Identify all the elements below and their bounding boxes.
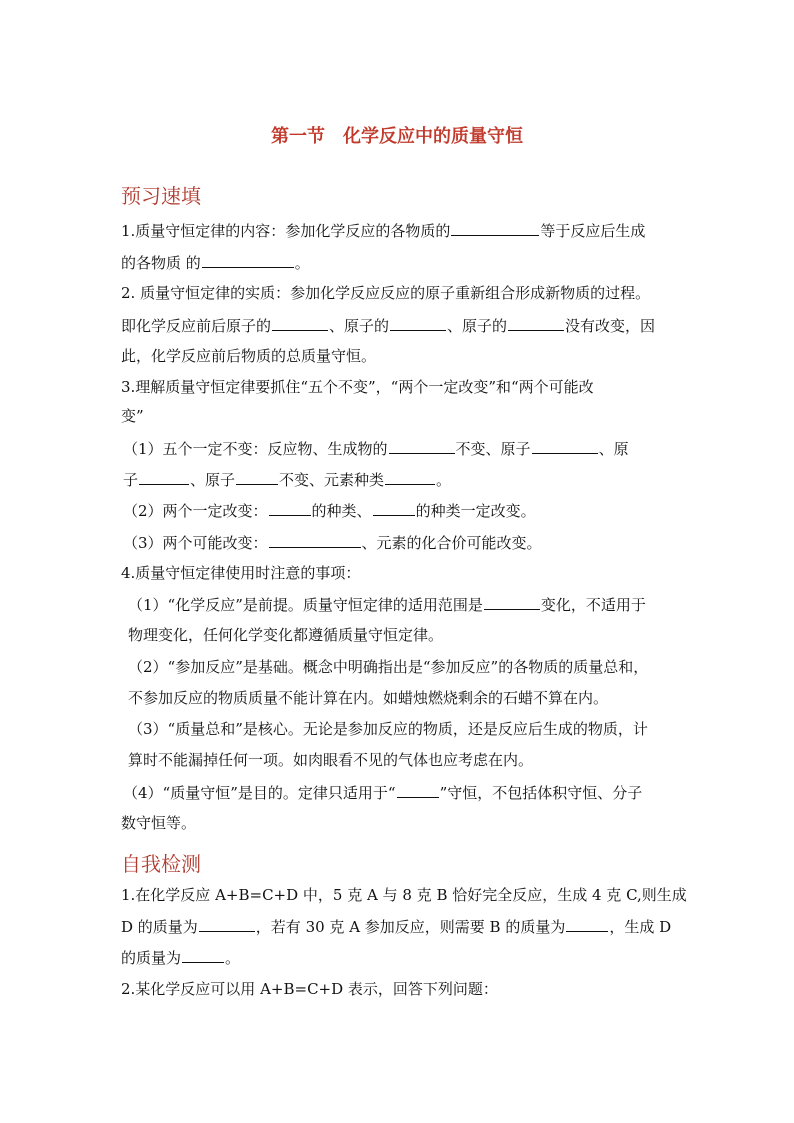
paragraph-4-1-cont: 物理变化，任何化学变化都遵循质量守恒定律。	[128, 626, 444, 644]
page-title: 第一节 化学反应中的质量守恒	[271, 126, 523, 147]
blank[interactable]	[508, 315, 564, 331]
blank[interactable]	[269, 532, 361, 548]
paragraph-4-3: （3）“质量总和”是核心。无论是参加反应的物质，还是反应后生成的物质，计	[128, 720, 648, 738]
paragraph-3-1-cont: 子 、原子 不变、元素种类 。	[123, 471, 452, 489]
paragraph-4-4: （4）“质量守恒”是目的。定律只适用于“ ”守恒，不包括体积守恒、分子	[123, 784, 643, 802]
blank[interactable]	[451, 220, 539, 236]
paragraph-1-cont: 的各物质 的 。	[121, 254, 310, 272]
blank[interactable]	[199, 916, 255, 932]
paragraph-3-cont: 变”	[121, 407, 144, 425]
paragraph-3-3: （3）两个可能改变： 、元素的化合价可能改变。	[123, 534, 542, 552]
blank[interactable]	[566, 916, 608, 932]
blank[interactable]	[532, 438, 598, 454]
paragraph-3: 3.理解质量守恒定律要抓住“五个不变”，“两个一定改变”和“两个可能改	[121, 378, 594, 396]
paragraph-4-1: （1）“化学反应”是前提。质量守恒定律的适用范围是 变化，不适用于	[128, 596, 646, 614]
section-heading-selfcheck: 自我检测	[121, 852, 201, 876]
blank[interactable]	[269, 500, 311, 516]
paragraph-4-2: （2）“参加反应”是基础。概念中明确指出是“参加反应”的各物质的质量总和，	[128, 658, 649, 676]
blank[interactable]	[385, 469, 435, 485]
paragraph-2-cont: 即化学反应前后原子的 、原子的 、原子的 没有改变，因	[121, 317, 656, 335]
paragraph-3-2: （2）两个一定改变： 的种类、 的种类一定改变。	[123, 502, 536, 520]
paragraph-2: 2. 质量守恒定律的实质：参加化学反应反应的原子重新组合形成新物质的过程。	[121, 284, 651, 302]
blank[interactable]	[272, 315, 328, 331]
question-1-end: 的质量为 。	[121, 949, 241, 967]
question-1-cont: D 的质量为 ，若有 30 克 A 参加反应，则需要 B 的质量为 ，生成 D	[121, 918, 672, 936]
blank[interactable]	[182, 947, 224, 963]
paragraph-4: 4.质量守恒定律使用时注意的事项：	[121, 564, 361, 582]
blank[interactable]	[373, 500, 415, 516]
paragraph-2-end: 此，化学反应前后物质的总质量守恒。	[121, 347, 377, 365]
paragraph-4-3-cont: 算时不能漏掉任何一项。如肉眼看不见的气体也应考虑在内。	[128, 751, 534, 769]
paragraph-3-1: （1）五个一定不变：反应物、生成物的 不变、原子 、原	[123, 440, 629, 458]
blank[interactable]	[236, 469, 278, 485]
section-heading-preview: 预习速填	[121, 184, 201, 208]
paragraph-4-2-cont: 不参加反应的物质质量不能计算在内。如蜡烛燃烧剩余的石蜡不算在内。	[128, 689, 609, 707]
question-2: 2.某化学反应可以用 A+B=C+D 表示，回答下列问题：	[121, 980, 498, 998]
blank[interactable]	[202, 252, 294, 268]
blank[interactable]	[484, 594, 540, 610]
paragraph-1: 1.质量守恒定律的内容：参加化学反应的各物质的 等于反应后生成	[121, 222, 646, 240]
question-1: 1.在化学反应 A+B=C+D 中，5 克 A 与 8 克 B 恰好完全反应，生成 4 克 C,则生成	[121, 886, 687, 904]
paragraph-4-4-cont: 数守恒等。	[121, 814, 197, 832]
blank[interactable]	[389, 438, 455, 454]
blank[interactable]	[390, 315, 446, 331]
blank[interactable]	[397, 782, 439, 798]
blank[interactable]	[139, 469, 189, 485]
